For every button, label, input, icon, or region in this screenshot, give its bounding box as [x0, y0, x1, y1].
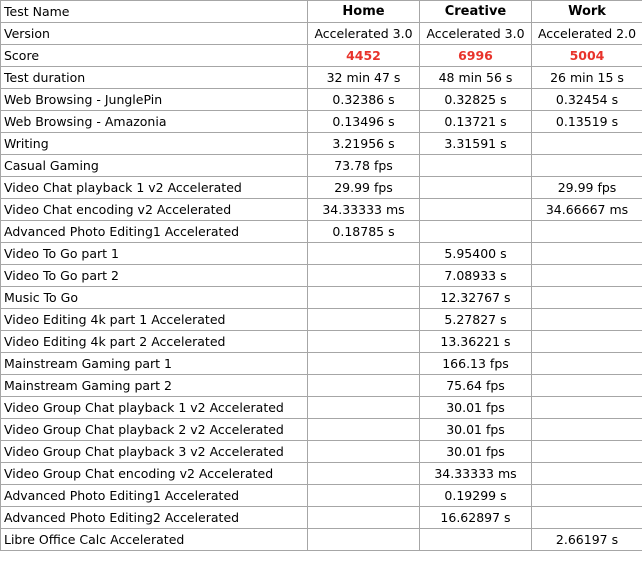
home-value-cell: 3.21956 s	[308, 133, 420, 155]
table-row	[1, 529, 642, 551]
table-row	[1, 89, 642, 111]
creative-value-cell: 166.13 fps	[420, 353, 532, 375]
test-name-cell: Test duration	[1, 67, 308, 89]
work-value-cell: 2.66197 s	[532, 529, 642, 551]
work-value-cell	[532, 265, 642, 287]
test-name-cell: Music To Go	[1, 287, 308, 309]
column-header-test-name: Test Name	[1, 1, 308, 23]
header-row	[1, 1, 642, 23]
test-name-cell: Advanced Photo Editing2 Accelerated	[1, 507, 308, 529]
test-name-cell: Video Group Chat encoding v2 Accelerated	[1, 463, 308, 485]
creative-value-cell: 5.27827 s	[420, 309, 532, 331]
creative-value-cell: 30.01 fps	[420, 441, 532, 463]
test-name-cell: Video To Go part 1	[1, 243, 308, 265]
score-row	[1, 45, 642, 67]
table-row	[1, 243, 642, 265]
creative-value-cell: 12.32767 s	[420, 287, 532, 309]
table-row	[1, 463, 642, 485]
creative-value-cell	[420, 199, 532, 221]
work-value-cell: 34.66667 ms	[532, 199, 642, 221]
home-value-cell	[308, 331, 420, 353]
test-name-cell: Video Editing 4k part 1 Accelerated	[1, 309, 308, 331]
work-value-cell: Accelerated 2.0	[532, 23, 642, 45]
home-value-cell: 0.18785 s	[308, 221, 420, 243]
home-score-cell: 4452	[308, 45, 420, 67]
work-value-cell: 29.99 fps	[532, 177, 642, 199]
home-value-cell	[308, 485, 420, 507]
work-value-cell	[532, 375, 642, 397]
creative-value-cell: 48 min 56 s	[420, 67, 532, 89]
work-value-cell	[532, 331, 642, 353]
creative-value-cell: Accelerated 3.0	[420, 23, 532, 45]
test-name-cell: Advanced Photo Editing1 Accelerated	[1, 221, 308, 243]
home-value-cell	[308, 419, 420, 441]
work-value-cell	[532, 243, 642, 265]
test-name-cell: Video To Go part 2	[1, 265, 308, 287]
column-header-work: Work	[532, 1, 642, 23]
table-row	[1, 507, 642, 529]
work-value-cell	[532, 221, 642, 243]
home-value-cell	[308, 375, 420, 397]
test-name-cell: Casual Gaming	[1, 155, 308, 177]
creative-value-cell	[420, 177, 532, 199]
test-name-cell: Advanced Photo Editing1 Accelerated	[1, 485, 308, 507]
work-score-cell: 5004	[532, 45, 642, 67]
home-value-cell	[308, 265, 420, 287]
table-row	[1, 287, 642, 309]
test-name-cell: Video Group Chat playback 2 v2 Accelerated	[1, 419, 308, 441]
work-value-cell	[532, 309, 642, 331]
work-value-cell	[532, 397, 642, 419]
creative-value-cell: 34.33333 ms	[420, 463, 532, 485]
creative-value-cell: 75.64 fps	[420, 375, 532, 397]
creative-value-cell: 3.31591 s	[420, 133, 532, 155]
column-header-creative: Creative	[420, 1, 532, 23]
creative-value-cell: 16.62897 s	[420, 507, 532, 529]
table-row	[1, 177, 642, 199]
table-row	[1, 485, 642, 507]
test-name-cell: Video Group Chat playback 3 v2 Accelerated	[1, 441, 308, 463]
table-row	[1, 67, 642, 89]
creative-value-cell: 13.36221 s	[420, 331, 532, 353]
home-value-cell	[308, 287, 420, 309]
test-name-cell: Web Browsing - Amazonia	[1, 111, 308, 133]
test-name-cell: Video Chat encoding v2 Accelerated	[1, 199, 308, 221]
home-value-cell	[308, 463, 420, 485]
test-name-cell: Web Browsing - JunglePin	[1, 89, 308, 111]
home-value-cell	[308, 353, 420, 375]
table-row	[1, 133, 642, 155]
home-value-cell	[308, 441, 420, 463]
test-name-cell: Video Chat playback 1 v2 Accelerated	[1, 177, 308, 199]
home-value-cell: 0.32386 s	[308, 89, 420, 111]
work-value-cell	[532, 507, 642, 529]
test-name-cell: Video Group Chat playback 1 v2 Accelerated	[1, 397, 308, 419]
table-row	[1, 441, 642, 463]
table-row	[1, 221, 642, 243]
work-value-cell	[532, 463, 642, 485]
table-row	[1, 309, 642, 331]
table-body	[1, 23, 642, 551]
work-value-cell	[532, 287, 642, 309]
home-value-cell: 32 min 47 s	[308, 67, 420, 89]
work-value-cell: 26 min 15 s	[532, 67, 642, 89]
creative-value-cell	[420, 155, 532, 177]
test-name-cell: Version	[1, 23, 308, 45]
creative-value-cell: 7.08933 s	[420, 265, 532, 287]
table-row	[1, 331, 642, 353]
creative-value-cell: 30.01 fps	[420, 419, 532, 441]
table-row	[1, 375, 642, 397]
test-name-cell: Score	[1, 45, 308, 67]
table-row	[1, 199, 642, 221]
test-name-cell: Libre Office Calc Accelerated	[1, 529, 308, 551]
home-value-cell	[308, 309, 420, 331]
work-value-cell	[532, 485, 642, 507]
home-value-cell: 0.13496 s	[308, 111, 420, 133]
home-value-cell: 29.99 fps	[308, 177, 420, 199]
table-row	[1, 397, 642, 419]
home-value-cell	[308, 243, 420, 265]
table-row	[1, 111, 642, 133]
table-row	[1, 23, 642, 45]
creative-value-cell: 0.13721 s	[420, 111, 532, 133]
test-name-cell: Video Editing 4k part 2 Accelerated	[1, 331, 308, 353]
work-value-cell	[532, 133, 642, 155]
work-value-cell	[532, 353, 642, 375]
creative-value-cell: 5.95400 s	[420, 243, 532, 265]
creative-value-cell: 0.32825 s	[420, 89, 532, 111]
creative-score-cell: 6996	[420, 45, 532, 67]
home-value-cell: 73.78 fps	[308, 155, 420, 177]
work-value-cell	[532, 155, 642, 177]
work-value-cell: 0.32454 s	[532, 89, 642, 111]
home-value-cell	[308, 507, 420, 529]
test-name-cell: Mainstream Gaming part 1	[1, 353, 308, 375]
table-row	[1, 155, 642, 177]
table-row	[1, 419, 642, 441]
creative-value-cell	[420, 221, 532, 243]
creative-value-cell: 0.19299 s	[420, 485, 532, 507]
test-name-cell: Writing	[1, 133, 308, 155]
home-value-cell	[308, 397, 420, 419]
test-name-cell: Mainstream Gaming part 2	[1, 375, 308, 397]
work-value-cell: 0.13519 s	[532, 111, 642, 133]
work-value-cell	[532, 441, 642, 463]
column-header-home: Home	[308, 1, 420, 23]
creative-value-cell	[420, 529, 532, 551]
home-value-cell	[308, 529, 420, 551]
creative-value-cell: 30.01 fps	[420, 397, 532, 419]
work-value-cell	[532, 419, 642, 441]
home-value-cell: Accelerated 3.0	[308, 23, 420, 45]
home-value-cell: 34.33333 ms	[308, 199, 420, 221]
table-row	[1, 353, 642, 375]
table-row	[1, 265, 642, 287]
